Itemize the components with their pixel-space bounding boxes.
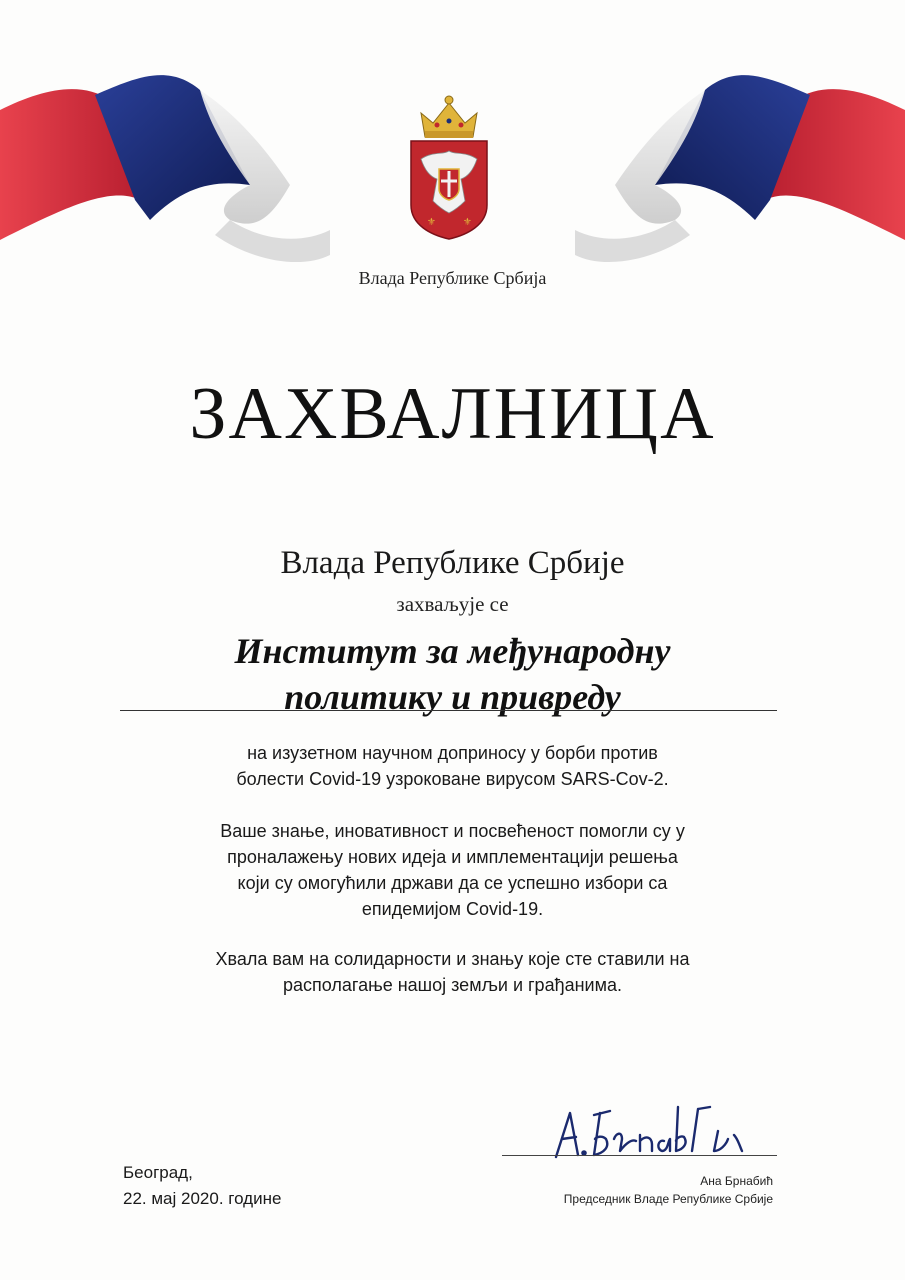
text-line: Хвала вам на солидарности и знању које сте ставили на	[215, 949, 690, 969]
signer-name: Ана Брнабић	[700, 1174, 773, 1188]
text-line: који су омогућили држави да се успешно избори са	[237, 873, 668, 893]
issuer: Влада Републике Србије	[280, 545, 625, 581]
recipient-line-1: Институт за међународну	[234, 631, 671, 671]
recipient-underline	[120, 710, 777, 711]
serbian-coat-of-arms-icon	[403, 93, 495, 241]
signer-block	[564, 1172, 773, 1208]
signature-line	[502, 1155, 777, 1156]
text-line: Ваше знање, иновативност и посвећеност помогли су у	[220, 821, 685, 841]
text-line: проналажењу нових идеја и имплементацији решења	[227, 847, 678, 867]
government-header: Влада Републике Србија	[358, 268, 547, 288]
text-line: болести Covid-19 узроковане вирусом SARS-Cov-2.	[236, 769, 669, 789]
certificate-title: ЗАХВАЛНИЦА	[189, 373, 716, 455]
signature-icon	[548, 1095, 748, 1175]
paragraph-contribution	[0, 740, 905, 792]
svg-text:⚜: ⚜	[427, 217, 436, 228]
recipient	[0, 628, 905, 720]
flag-ribbon-left-icon	[0, 70, 330, 280]
text-line: епидемијом Covid-19.	[361, 899, 544, 919]
place-and-date	[123, 1160, 281, 1212]
text-line: располагање нашој земљи и грађанима.	[283, 975, 622, 995]
paragraph-knowledge	[0, 818, 905, 922]
thanks-phrase: захваљује се	[396, 592, 509, 616]
signer-role: Председник Владе Републике Србије	[563, 1192, 773, 1206]
paragraph-gratitude	[0, 946, 905, 998]
flag-ribbon-right-icon	[575, 70, 905, 280]
svg-text:⚜: ⚜	[463, 217, 472, 228]
date: 22. мај 2020. године	[123, 1189, 282, 1208]
text-line: на изузетном научном доприносу у борби против	[247, 743, 658, 763]
recipient-line-2: политику и привреду	[284, 677, 621, 717]
place: Београд,	[123, 1163, 193, 1182]
